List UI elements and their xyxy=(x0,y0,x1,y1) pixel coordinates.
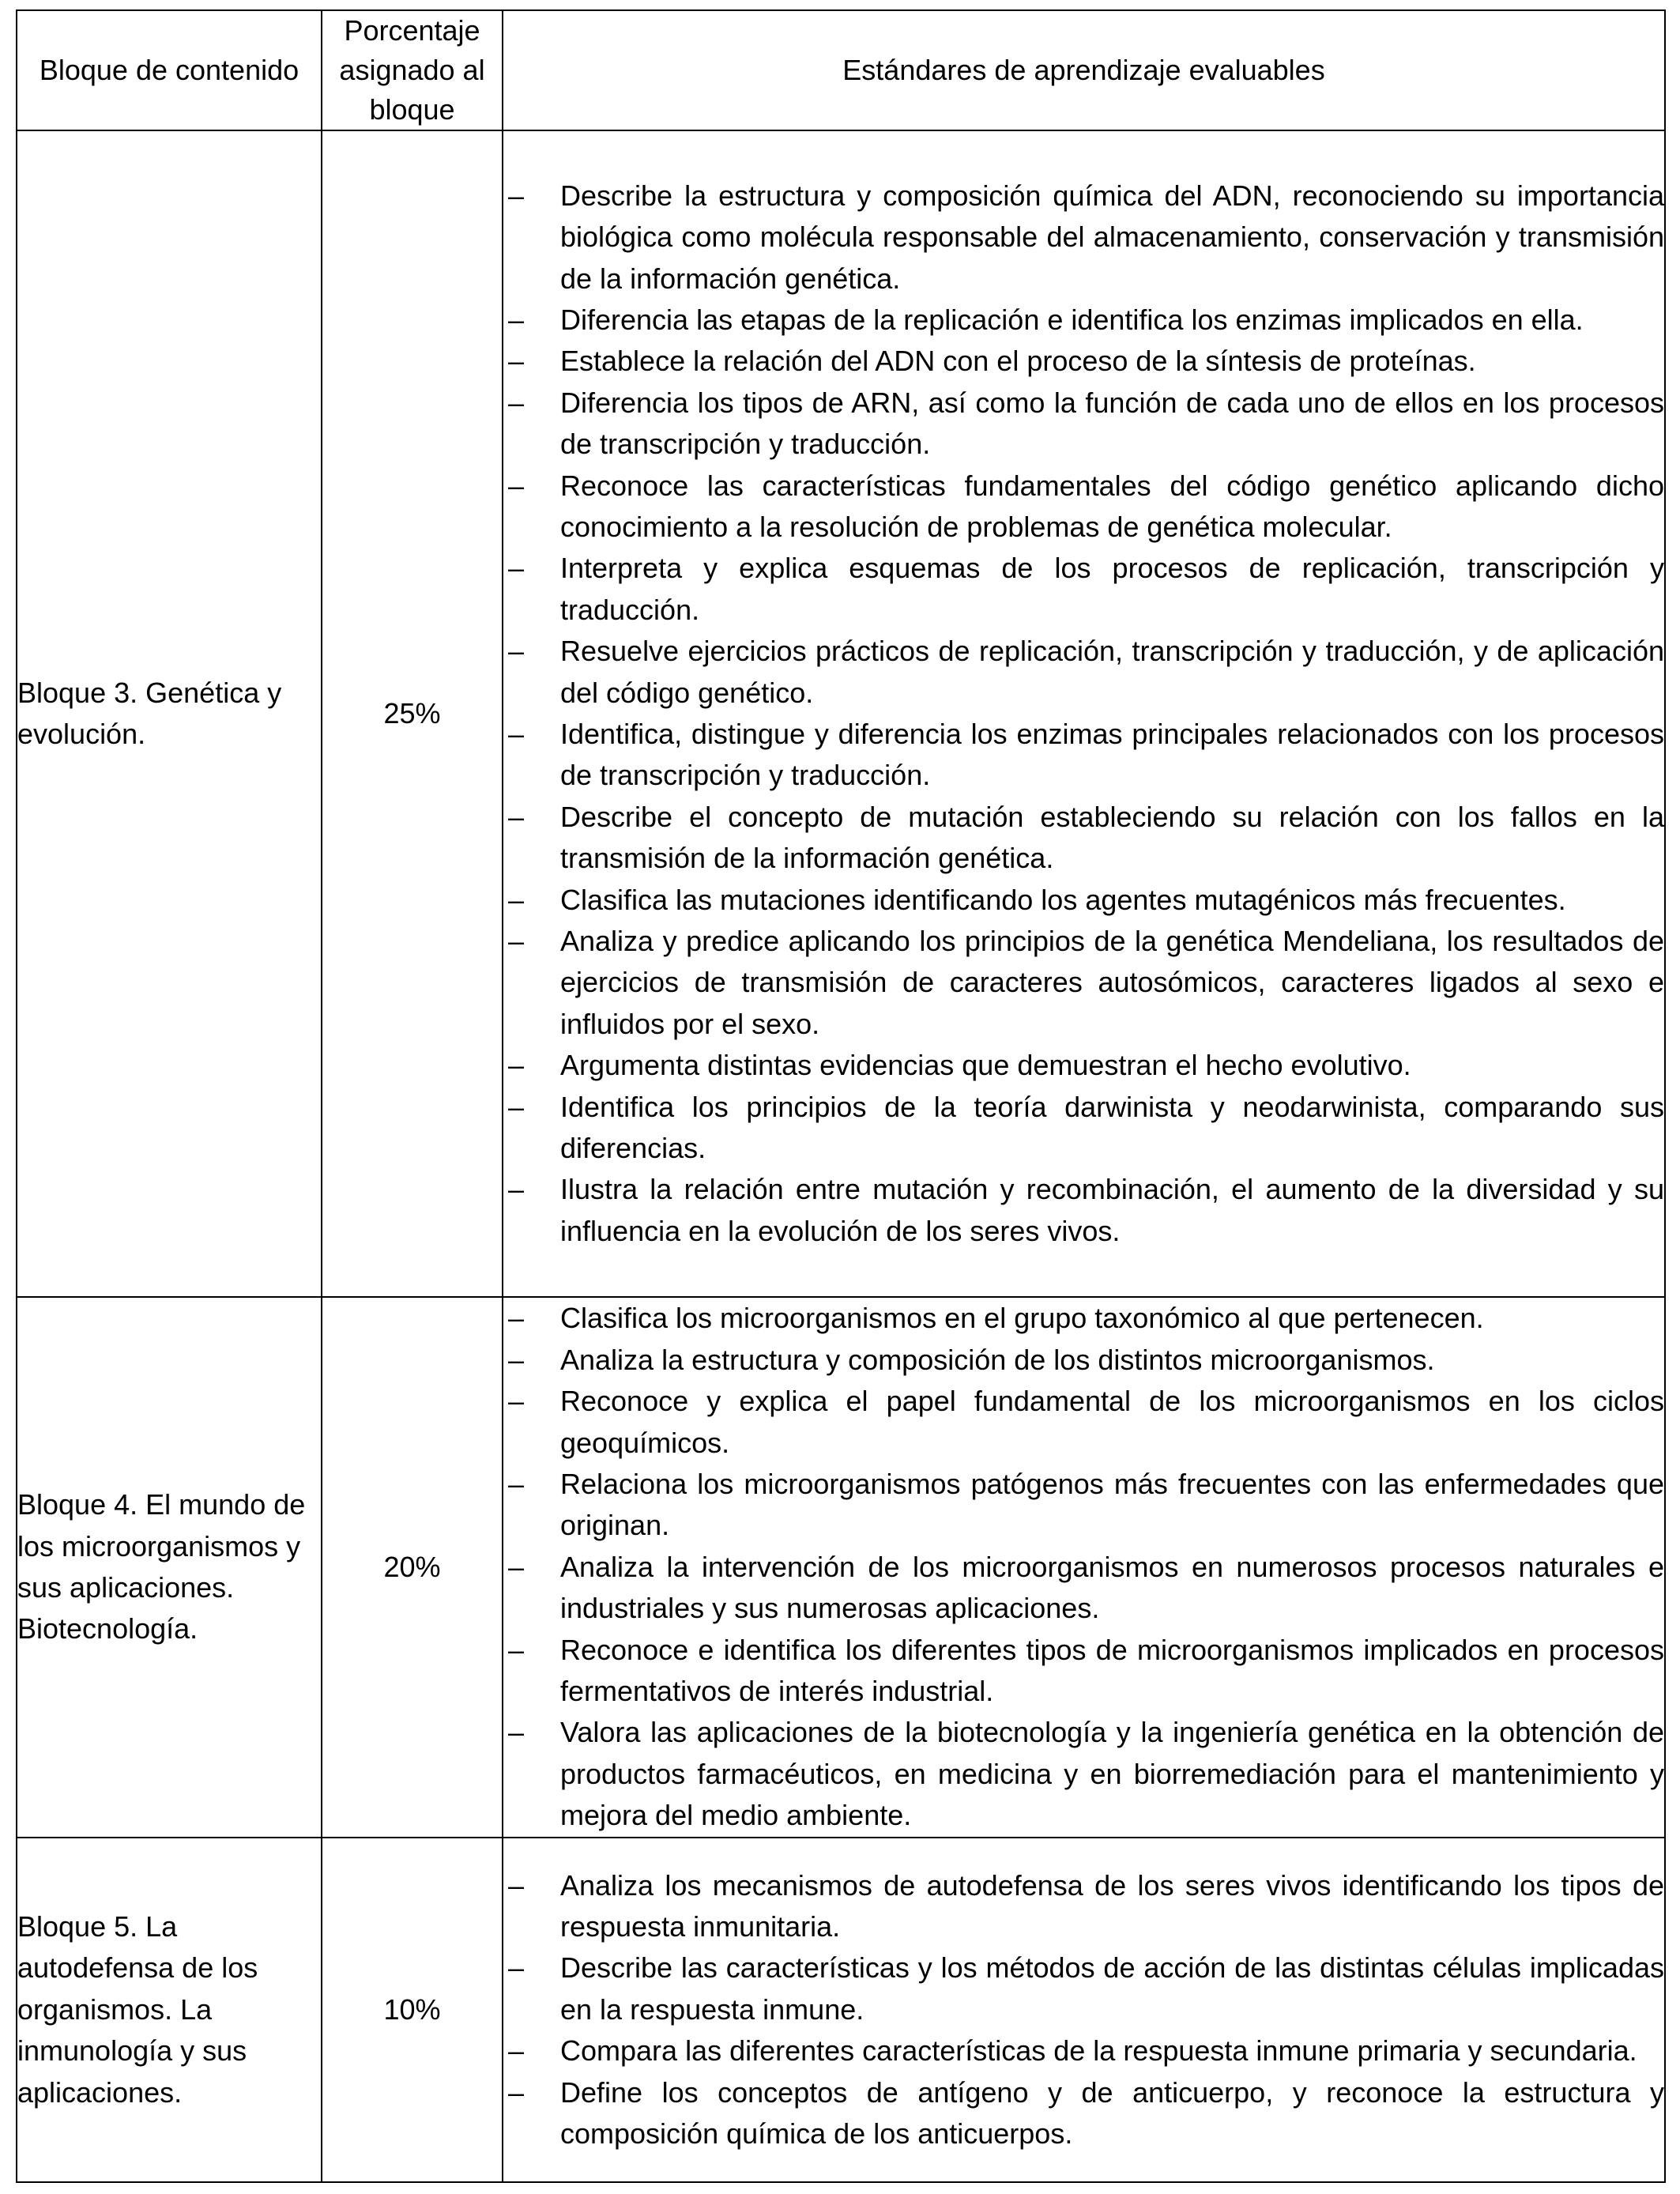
list-item xyxy=(503,880,1664,921)
list-item xyxy=(503,1381,1664,1464)
standards-list xyxy=(503,1298,1664,1836)
table-row xyxy=(17,1297,1665,1838)
dash-bullet: – xyxy=(508,1302,525,1335)
standard-text: Argumenta distintas evidencias que demuestran el hecho evolutivo. xyxy=(560,1049,1411,1082)
list-item xyxy=(503,383,1664,466)
dash-bullet: – xyxy=(508,386,525,419)
dash-bullet: – xyxy=(508,800,525,833)
list-item xyxy=(503,548,1664,631)
block-percentage: 25% xyxy=(322,130,503,1297)
standard-text: Interpreta y explica esquemas de los procesos de replicación, transcripción y traducción. xyxy=(560,552,1664,626)
list-item xyxy=(503,1298,1664,1339)
standards-cell xyxy=(503,1297,1665,1838)
standard-text: Identifica los principios de la teoría darwinista y neodarwinista, comparando sus diferencias. xyxy=(560,1090,1664,1165)
list-item xyxy=(503,1340,1664,1381)
dash-bullet: – xyxy=(508,1343,525,1376)
standard-text: Define los conceptos de antígeno y de anticuerpo, y reconoce la estructura y composición química de los anticuerpos. xyxy=(560,2075,1664,2151)
standard-text: Valora las aplicaciones de la biotecnología y la ingeniería genética en la obtención de productos farmacéuticos, en medicina y en biorremediación para el mantenimiento y mejora del medio ambiente. xyxy=(560,1716,1664,1832)
standard-text: Analiza los mecanismos de autodefensa de los seres vivos identificando los tipos de respuesta inmunitaria. xyxy=(560,1868,1664,1943)
standard-text: Resuelve ejercicios prácticos de replicación, transcripción y traducción, y de aplicación del código genético. xyxy=(560,635,1664,709)
standard-text: Analiza y predice aplicando los principios de la genética Mendeliana, los resultados de ejercicios de transmisión de caracteres autosómicos, caracteres ligados al sexo e influidos por el sexo. xyxy=(560,925,1664,1040)
standard-text: Analiza la estructura y composición de los distintos microorganismos. xyxy=(560,1343,1435,1376)
block-name: Bloque 5. La autodefensa de los organismos. La inmunología y sus aplicaciones. xyxy=(17,1838,322,2182)
dash-bullet: – xyxy=(508,469,525,502)
dash-bullet: – xyxy=(508,552,525,585)
standard-text: Ilustra la relación entre mutación y recombinación, el aumento de la diversidad y su influencia en la evolución de los seres vivos. xyxy=(560,1173,1664,1247)
dash-bullet: – xyxy=(508,345,525,378)
list-item xyxy=(503,1630,1664,1713)
standard-text: Clasifica los microorganismos en el grupo taxonómico al que pertenecen. xyxy=(560,1302,1484,1335)
header-block: Bloque de contenido xyxy=(17,10,322,130)
list-item xyxy=(503,921,1664,1045)
standard-text: Analiza la intervención de los microorganismos en numerosos procesos naturales e industriales y sus numerosas aplicaciones. xyxy=(560,1550,1664,1625)
dash-bullet: – xyxy=(508,303,525,336)
dash-bullet: – xyxy=(508,635,525,668)
list-item xyxy=(503,1087,1664,1170)
list-item xyxy=(503,631,1664,714)
list-item xyxy=(503,300,1664,341)
block-name: Bloque 4. El mundo de los microorganismos y sus aplicaciones. Biotecnología. xyxy=(17,1297,322,1838)
standards-list xyxy=(503,175,1664,1253)
standards-table xyxy=(16,9,1666,2183)
header-standards: Estándares de aprendizaje evaluables xyxy=(503,10,1665,130)
header-percentage: Porcentaje asignado al bloque xyxy=(322,10,503,130)
list-item xyxy=(503,341,1664,382)
dash-bullet: – xyxy=(508,1467,525,1500)
list-item xyxy=(503,714,1664,797)
standard-text: Describe las características y los métodos de acción de las distintas células implicadas en la respuesta inmune. xyxy=(560,1951,1664,2026)
standard-text: Diferencia las etapas de la replicación e identifica los enzimas implicados en ella. xyxy=(560,303,1584,336)
standard-text: Clasifica las mutaciones identificando los agentes mutagénicos más frecuentes. xyxy=(560,883,1566,916)
list-item xyxy=(503,1547,1664,1630)
block-percentage: 20% xyxy=(322,1297,503,1838)
dash-bullet: – xyxy=(508,1090,525,1123)
list-item xyxy=(503,2030,1664,2071)
standard-text: Describe el concepto de mutación estableciendo su relación con los fallos en la transmisión de la información genética. xyxy=(560,800,1664,875)
list-item xyxy=(503,175,1664,300)
dash-bullet: – xyxy=(508,179,525,212)
block-name: Bloque 3. Genética y evolución. xyxy=(17,130,322,1297)
standard-text: Identifica, distingue y diferencia los enzimas principales relacionados con los procesos de transcripción y traducción. xyxy=(560,718,1664,792)
dash-bullet: – xyxy=(508,718,525,750)
standard-text: Reconoce las características fundamentales del código genético aplicando dicho conocimiento a la resolución de problemas de genética molecular. xyxy=(560,469,1664,543)
dash-bullet: – xyxy=(508,1049,525,1082)
list-item xyxy=(503,1947,1664,2030)
list-item xyxy=(503,2072,1664,2155)
standard-text: Reconoce y explica el papel fundamental de los microorganismos en los ciclos geoquímicos. xyxy=(560,1385,1664,1459)
dash-bullet: – xyxy=(508,2034,525,2068)
standard-text: Describe la estructura y composición química del ADN, reconociendo su importancia biológica como molécula responsable del almacenamiento, conservación y transmisión de la información genética. xyxy=(560,179,1664,295)
standard-text: Diferencia los tipos de ARN, así como la función de cada uno de ellos en los procesos de transcripción y traducción. xyxy=(560,386,1664,461)
list-item xyxy=(503,1712,1664,1836)
dash-bullet: – xyxy=(508,1951,525,1985)
list-item xyxy=(503,1045,1664,1086)
dash-bullet: – xyxy=(508,1716,525,1749)
standards-cell xyxy=(503,130,1665,1297)
standard-text: Relaciona los microorganismos patógenos más frecuentes con las enfermedades que originan. xyxy=(560,1467,1664,1542)
list-item xyxy=(503,1169,1664,1252)
dash-bullet: – xyxy=(508,1550,525,1583)
dash-bullet: – xyxy=(508,1385,525,1418)
standard-text: Reconoce e identifica los diferentes tipos de microorganismos implicados en procesos fermentativos de interés industrial. xyxy=(560,1633,1664,1708)
block-percentage: 10% xyxy=(322,1838,503,2182)
dash-bullet: – xyxy=(508,1173,525,1206)
table-row xyxy=(17,1838,1665,2182)
dash-bullet: – xyxy=(508,925,525,958)
list-item xyxy=(503,1464,1664,1547)
table-row xyxy=(17,130,1665,1297)
header-row xyxy=(17,10,1665,130)
list-item xyxy=(503,797,1664,880)
dash-bullet: – xyxy=(508,2075,525,2109)
dash-bullet: – xyxy=(508,883,525,916)
standards-cell xyxy=(503,1838,1665,2182)
list-item xyxy=(503,1865,1664,1948)
dash-bullet: – xyxy=(508,1868,525,1902)
dash-bullet: – xyxy=(508,1633,525,1666)
standard-text: Establece la relación del ADN con el proceso de la síntesis de proteínas. xyxy=(560,345,1476,378)
standard-text: Compara las diferentes características de la respuesta inmune primaria y secundaria. xyxy=(560,2034,1637,2068)
standards-list xyxy=(503,1865,1664,2155)
list-item xyxy=(503,466,1664,548)
